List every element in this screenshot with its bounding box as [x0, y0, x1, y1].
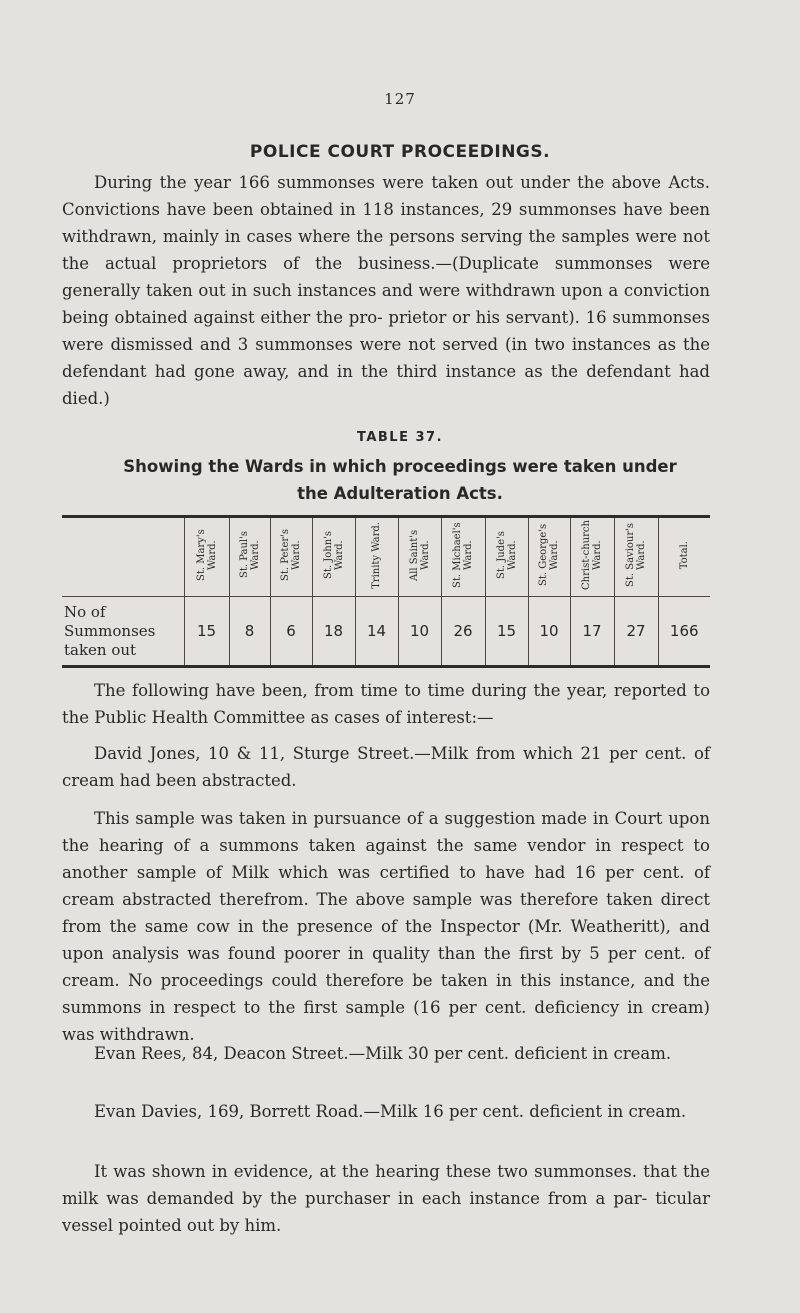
paragraph-evan-davies: Evan Davies, 169, Borrett Road.—Milk 16 per cent. deficient in cream. [94, 1102, 687, 1121]
table-header-row [62, 517, 710, 597]
column-header [658, 517, 710, 597]
column-header [270, 517, 312, 597]
table-cell: 15 [184, 597, 229, 667]
column-header-text: Trinity Ward. [371, 521, 382, 589]
column-header-text: St. Michael's Ward. [452, 522, 474, 588]
paragraph-david-jones: David Jones, 10 & 11, Sturge Street.—Milk from which 21 per cent. of cream had been abstracted. [62, 744, 710, 790]
column-header-text: St. Saviour's Ward. [625, 523, 647, 588]
paragraph-cases-intro: The following have been, from time to time during the year, reported to the Public Health Committee as cases of interest:— [62, 681, 710, 727]
table-cell: 10 [528, 597, 570, 667]
paragraph-evidence: It was shown in evidence, at the hearing these two summonses. that the milk was demanded by the purchaser in each instance from a par- ticular vessel pointed out by him. [62, 1162, 710, 1235]
column-header [441, 517, 485, 597]
table-cell: 14 [355, 597, 398, 667]
column-header-text: St. Paul's Ward. [238, 531, 261, 579]
table-title: Showing the Wards in which proceedings were taken under the Adulteration Acts. [123, 457, 677, 503]
table-cell: 18 [312, 597, 355, 667]
column-header [528, 517, 570, 597]
paragraph-sample-details: This sample was taken in pursuance of a suggestion made in Court upon the hearing of a summons taken against the same vendor in respect to another sample of Milk which was certified to have had 16 per cent. of cream abstracted therefrom. The above sample was therefore taken direct from the same cow in the presence of the Inspector (Mr. Weatheritt), and upon analysis was found poorer in quality than the first by 5 per cent. of cream. No proceedings could therefore be taken in this instance, and the summons in respect to the first sample (16 per cent. deficiency in cream) was withdrawn. [62, 809, 710, 1044]
column-header-text: St. John's Ward. [322, 530, 345, 580]
column-header [398, 517, 441, 597]
column-header [355, 517, 398, 597]
page-number: 127 [384, 90, 416, 108]
column-header [229, 517, 270, 597]
table-cell: 6 [270, 597, 312, 667]
table-cell-total: 166 [658, 597, 710, 667]
table-row [62, 597, 710, 667]
intro-paragraph: During the year 166 summonses were taken out under the above Acts. Convictions have been obtained in 118 instances, 29 summonses have been withdrawn, mainly in cases where the persons serving the samples were not the actual proprietors of the business.—(Duplicate summonses were generally taken out in such instances and were withdrawn upon a conviction being obtained against either the pro- prietor or his servant). 16 summonses were dismissed and 3 summonses were not served (in two instances as the defendant had gone away, and in the third instance as the defendant had died.) [62, 173, 710, 408]
table-cell: 17 [570, 597, 614, 667]
column-header-text: All Saint's Ward. [408, 529, 431, 581]
table-cell: 15 [485, 597, 528, 667]
header-blank-cell [62, 517, 184, 597]
section-heading: POLICE COURT PROCEEDINGS. [249, 142, 551, 162]
column-header-text: St. Jude's Ward. [495, 531, 518, 579]
column-header-text: St. Mary's Ward. [195, 529, 218, 581]
table-cell: 26 [441, 597, 485, 667]
column-header-text: Christ-church Ward. [581, 520, 603, 590]
row-label: No of Summonses taken out [64, 602, 156, 659]
paragraph-evan-rees: Evan Rees, 84, Deacon Street.—Milk 30 per cent. deficient in cream. [94, 1044, 672, 1063]
column-header [485, 517, 528, 597]
summonses-table [62, 515, 710, 668]
column-header [312, 517, 355, 597]
table-label: TABLE 37. [356, 430, 444, 445]
table-cell: 8 [229, 597, 270, 667]
table-cell: 27 [614, 597, 658, 667]
column-header-text: St. George's Ward. [538, 523, 560, 587]
column-header [614, 517, 658, 597]
column-header [570, 517, 614, 597]
column-header-text: Total. [678, 540, 690, 570]
table-cell: 10 [398, 597, 441, 667]
column-header [184, 517, 229, 597]
column-header-text: St. Peter's Ward. [280, 528, 302, 582]
